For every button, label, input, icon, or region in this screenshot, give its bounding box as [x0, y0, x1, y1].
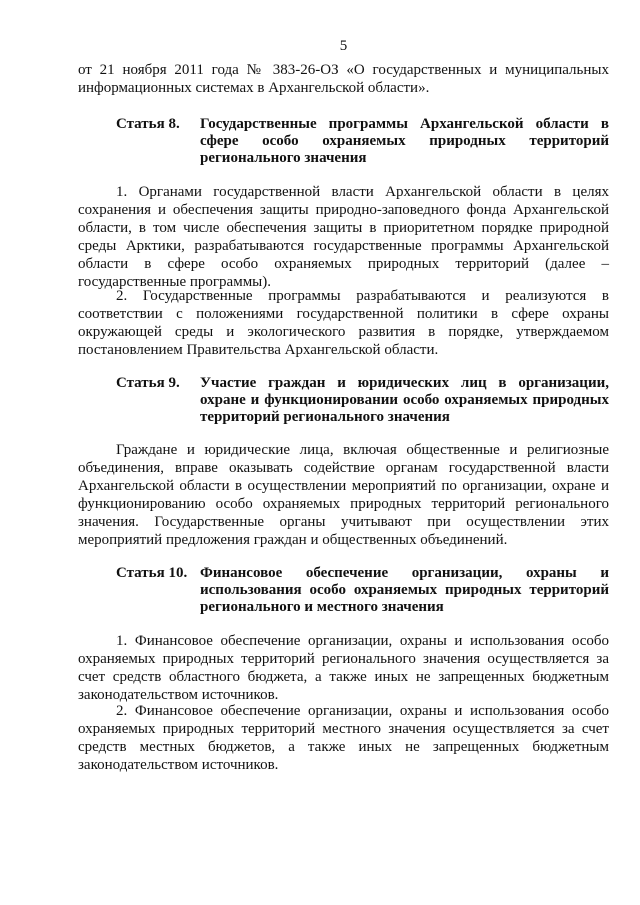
article-8-paragraph-2: 2. Государственные программы разрабатываются и реализуются в соответствии с положениями государственной политики в сфере охраны окружающей среды и экологического развития в порядке, утверждаемом постановлением Правительства Архангельской области.	[78, 288, 609, 358]
article-9-paragraph-1: Граждане и юридические лица, включая общественные и религиозные объединения, вправе оказывать содействие органам государственной власти Архангельской области в осуществлении мероприятий по организации, охране и функционированию особо охраняемых природных территорий регионального значения. Государственные органы учитывают при осуществлении этих мероприятий предложения граждан и общественных объединений.	[78, 442, 609, 548]
intro-paragraph: от 21 ноября 2011 года № 383-26-ОЗ «О государственных и муниципальных информационных системах в Архангельской области».	[78, 62, 609, 96]
article-10-number: Статья 10.	[116, 565, 188, 581]
article-9-number: Статья 9.	[116, 375, 180, 391]
page-number: 5	[339, 38, 348, 54]
article-9-title: Участие граждан и юридических лиц в организации, охране и функционировании особо охраняемых природных территорий регионального значения	[200, 375, 609, 425]
article-8-paragraph-1: 1. Органами государственной власти Архангельской области в целях сохранения и обеспечения защиты природно-заповедного фонда Архангельской области, в том числе обеспечения защиты в приоритетном порядке природной среды Арктики, разрабатываются государственные программы Архангельской области в сфере особо охраняемых природных территорий (далее – государственные программы).	[78, 184, 609, 290]
article-10-paragraph-1: 1. Финансовое обеспечение организации, охраны и использования особо охраняемых природных территорий регионального значения осуществляется за счет средств областного бюджета, а также иных не запрещенных бюджетным законодательством источников.	[78, 633, 609, 703]
article-8-number: Статья 8.	[116, 116, 180, 132]
article-10-title: Финансовое обеспечение организации, охраны и использования особо охраняемых природных территорий регионального и местного значения	[200, 565, 609, 615]
article-10-paragraph-2: 2. Финансовое обеспечение организации, охраны и использования особо охраняемых природных территорий местного значения осуществляется за счет средств местных бюджетов, а также иных не запрещенных бюджетным законодательством источников.	[78, 703, 609, 773]
article-8-title: Государственные программы Архангельской области в сфере особо охраняемых природных территорий регионального значения	[200, 116, 609, 166]
